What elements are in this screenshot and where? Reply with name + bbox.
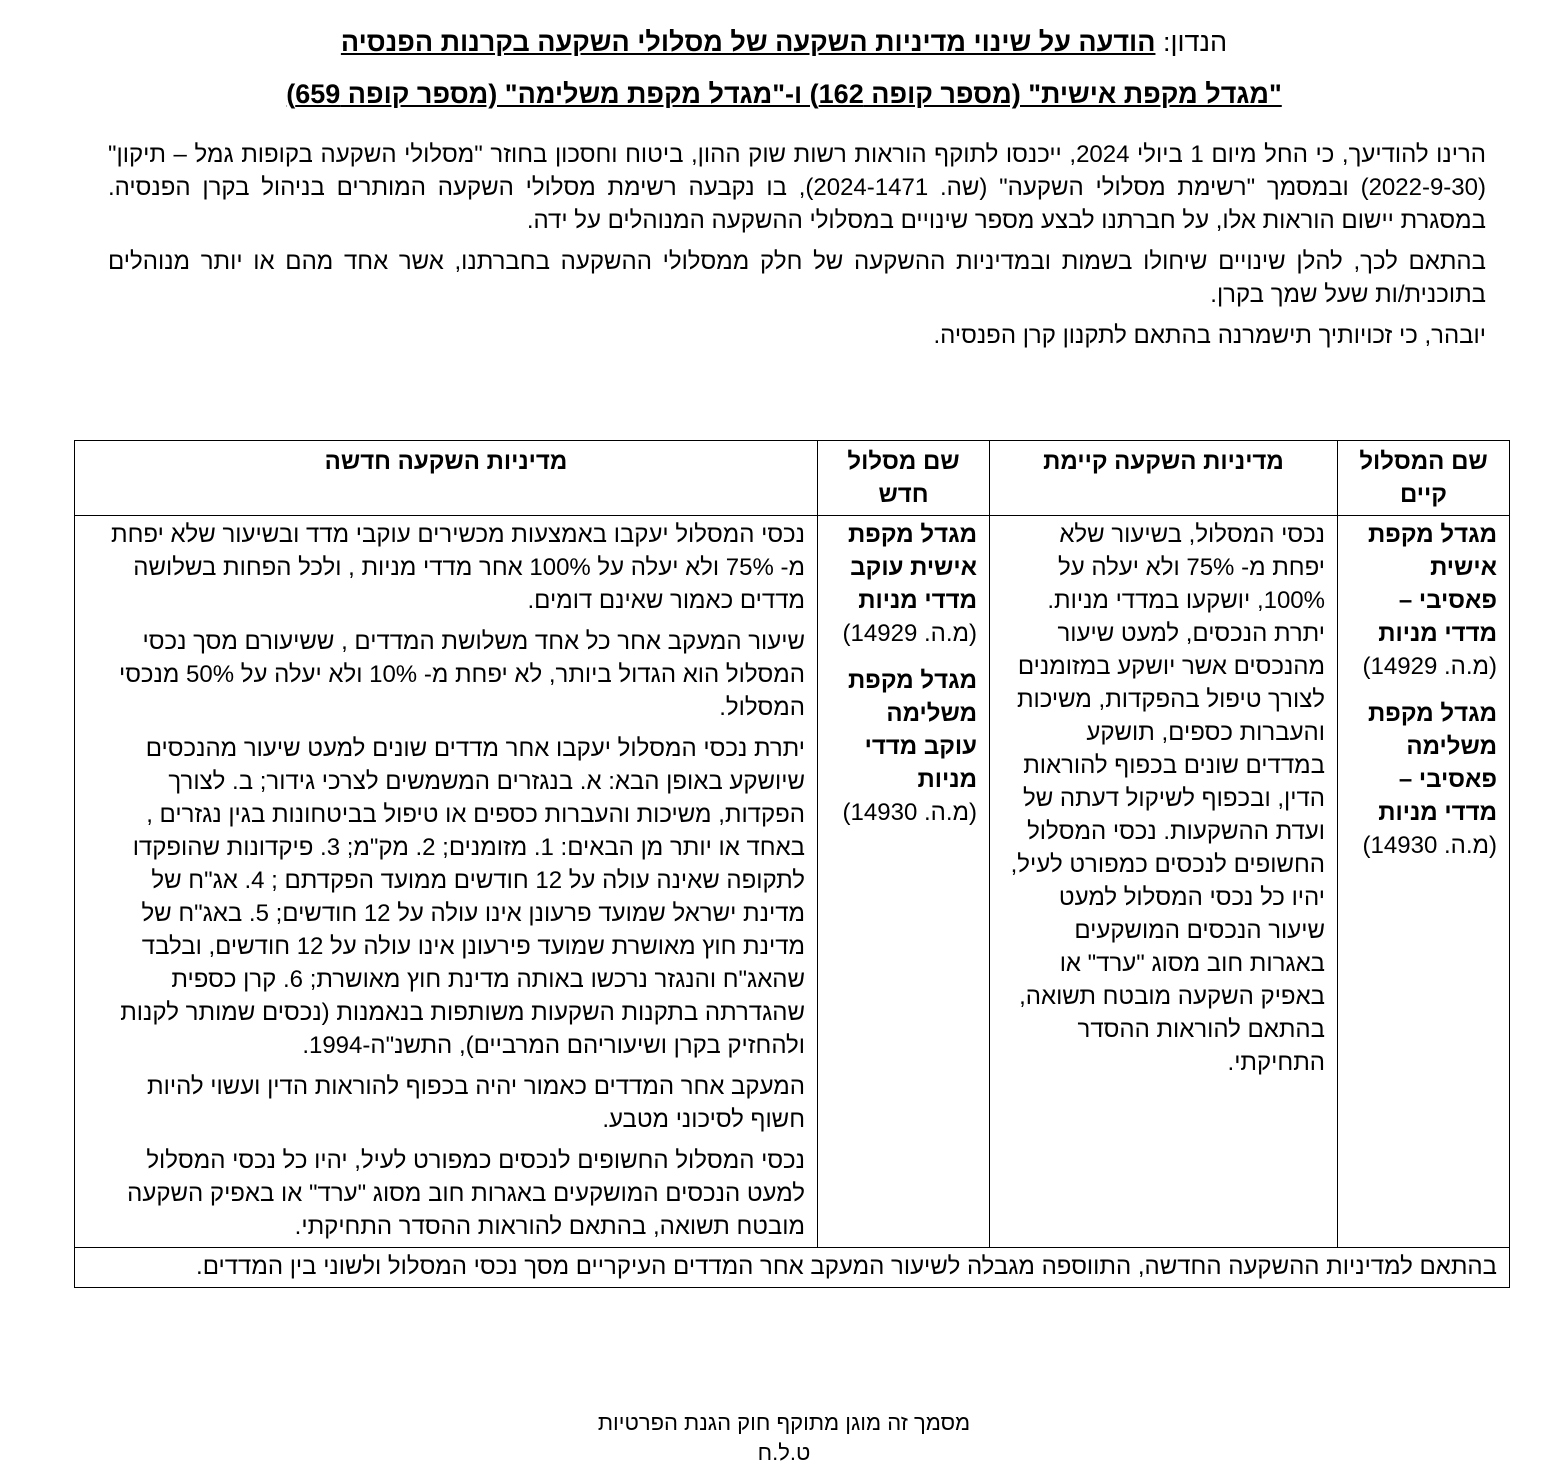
privacy-note: מסמך זה מוגן מתוקף חוק הגנת הפרטיות: [597, 1410, 971, 1435]
new-track-2: [830, 664, 977, 829]
new-policy-paragraph-2: שיעור המעקב אחר כל אחד משלושת המדדים , ששיעורם מסך נכסי המסלול הוא הגדול ביותר, לא יפחת מ- 10% ולא יעלה על 50% מנכסי המסלול.: [118, 628, 805, 721]
new-track-2-code: (מ.ה. 14930): [842, 799, 977, 826]
header-new-track-name: שם מסלול חדש: [818, 441, 990, 516]
intro-section: [108, 138, 1486, 360]
intro-paragraph-1: הרינו להודיעך, כי החל מיום 1 ביולי 2024, ייכנסו לתוקף הוראות רשות שוק ההון, ביטוח וחסכון בחוזר "מסלולי השקעה בקופות גמל – תיקון" (2022-9-30) ובמסמך "רשימת מסלולי השקעה" (שה. 2024-1471), בו נקבעה רשימת מסלולי השקעה המותרים בניהול בקרן הפנסיה. במסגרת יישום הוראות אלו, על חברתנו לבצע מספר שינויים במסלולי ההשקעה המנוהלים על ידה.: [108, 141, 1487, 234]
existing-track-2-name: מגדל מקפת משלימה פאסיבי – מדדי מניות: [1367, 700, 1497, 826]
existing-track-1-code: (מ.ה. 14929): [1362, 653, 1497, 680]
subject-title: הודעה על שינוי מדיניות השקעה של מסלולי השקעה בקרנות הפנסיה: [340, 27, 1156, 57]
new-track-1: [830, 518, 977, 650]
new-policy-paragraph-1: נכסי המסלול יעקבו באמצעות מכשירים עוקבי מדד ובשיעור שלא יפחת מ- 75% ולא יעלה על 100% אחר מדדי מניות , ולכל הפחות בשלושה מדדים כאמור שאינם דומים.: [111, 521, 805, 614]
existing-track-1: [1350, 518, 1497, 683]
existing-track-2-code: (מ.ה. 14930): [1362, 832, 1497, 859]
intro-paragraph-3: יובהר, כי זכויותיך תישמרנה בהתאם לתקנון קרן הפנסיה.: [933, 322, 1486, 349]
subject-label: הנדון:: [1162, 27, 1228, 57]
new-policy-paragraph-5: נכסי המסלול החשופים לנכסים כמפורט לעיל, יהיו כל נכסי המסלול למעט הנכסים המושקעים באגרות חוב מסוג "ערד" או באפיק השקעה מובטח תשואה, בהתאם להוראות ההסדר התחיקתי.: [127, 1147, 805, 1240]
new-policy-paragraph-3: יתרת נכסי המסלול יעקבו אחר מדדים שונים למעט שיעור מהנכסים שיושקע באופן הבא: א. בנגזרים המשמשים לצרכי גידור; ב. לצורך הפקדות, משיכות והעברות כספים או טיפול בביטחונות בגין נגזרים , באחד או יותר מן הבאים: 1. מזומנים; 2. מק"מ; 3. פיקדונות שהופקדו לתקופה שאינה עולה על 12 חודשים ממועד הפקדתם ; 4. אג"ח של מדינת ישראל שמועד פרעונן אינו עולה על 12 חודשים; 5. באג"ח של מדינת חוץ מאושרת שמועד פירעונן אינו עולה על 12 חודשים, ובלבד שהאג"ח והנגזר נרכשו באותה מדינת חוץ מאושרת; 6. קרן כספית שהגדרתה בתקנות השקעות משותפות בנאמנות (נכסים שמותר לקנות ולהחזיק בקרן ושיעוריהם המרביים), התשנ"ה-1994.: [120, 735, 805, 1059]
new-track-names-cell: [818, 516, 990, 1248]
table-row: [75, 516, 1510, 1248]
existing-track-names-cell: [1338, 516, 1510, 1248]
header-existing-track-name: שם המסלול קיים: [1338, 441, 1510, 516]
policy-changes-table: [74, 440, 1510, 1288]
subject-line: [0, 24, 1568, 60]
existing-policy-text: נכסי המסלול, בשיעור שלא יפחת מ- 75% ולא יעלה על 100%, יושקעו במדדי מניות. יתרת הנכסים, למעט שיעור מהנכסים אשר יושקע במזומנים לצורך טיפול בהפקדות, משיכות והעברות כספים, תושקע במדדים שונים בכפוף להוראות הדין, ובכפוף לשיקול דעתה של ועדת ההשקעות. נכסי המסלול החשופים לנכסים כמפורט לעיל, יהיו כל נכסי המסלול למעט שיעור הנכסים המושקעים באגרות חוב מסוג "ערד" או באפיק השקעה מובטח תשואה, בהתאם להוראות ההסדר התחיקתי.: [1010, 521, 1325, 1076]
document-subtitle: "מגדל מקפת אישית" (מספר קופה 162) ו-"מגדל מקפת משלימה" (מספר קופה 659): [286, 79, 1282, 109]
new-track-2-name: מגדל מקפת משלימה עוקב מדדי מניות: [847, 667, 977, 793]
tlh-mark: ט.ל.ח: [757, 1440, 811, 1465]
existing-track-2: [1350, 697, 1497, 862]
existing-policy-cell: [990, 516, 1338, 1248]
header-new-policy: מדיניות השקעה חדשה: [75, 441, 818, 516]
summary-cell: בהתאם למדיניות ההשקעה החדשה, התווספה מגבלה לשיעור המעקב אחר המדדים העיקריים מסך נכסי המסלול ולשוני בין המדדים.: [75, 1248, 1510, 1288]
existing-track-1-name: מגדל מקפת אישית פאסיבי – מדדי מניות: [1367, 521, 1497, 647]
new-track-1-name: מגדל מקפת אישית עוקב מדדי מניות: [847, 521, 977, 614]
header-existing-policy: מדיניות השקעה קיימת: [990, 441, 1338, 516]
table-summary-row: [75, 1248, 1510, 1288]
new-track-1-code: (מ.ה. 14929): [842, 620, 977, 647]
table-header-row: [75, 441, 1510, 516]
new-policy-paragraph-4: המעקב אחר המדדים כאמור יהיה בכפוף להוראות הדין ועשוי להיות חשוף לסיכוני מטבע.: [147, 1073, 805, 1133]
intro-paragraph-2: בהתאם לכך, להלן שינויים שיחולו בשמות ובמדיניות ההשקעה של חלק ממסלולי ההשקעה בחברתנו, אשר אחד מהם או יותר מנוהלים בתוכנית/ות שעל שמך בקרן.: [108, 248, 1486, 308]
new-policy-cell: [75, 516, 818, 1248]
